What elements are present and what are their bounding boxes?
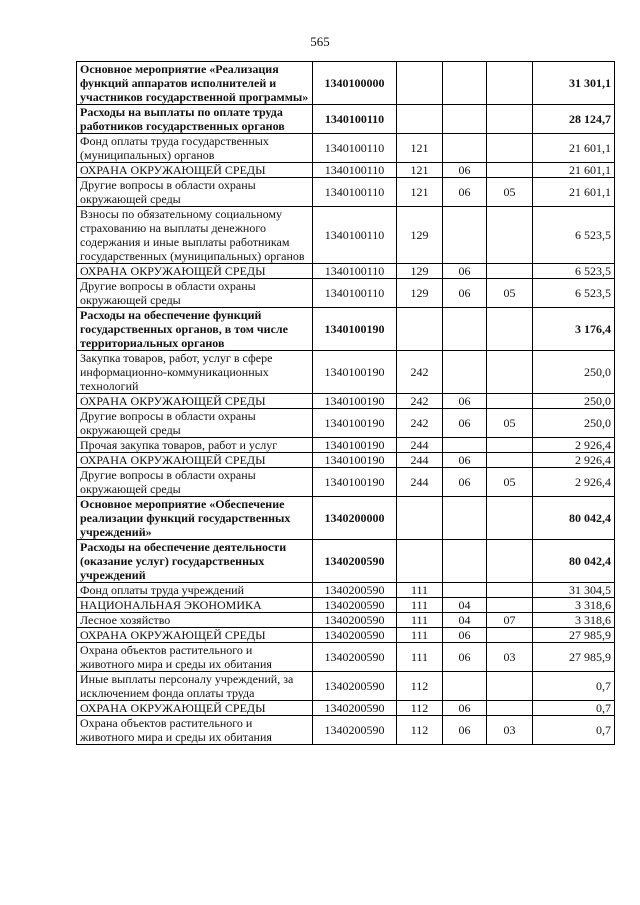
table-row: [77, 540, 615, 583]
section-cell: 06: [443, 264, 487, 279]
expense-type-cell: 111: [397, 583, 443, 598]
target-code-cell: 1340100190: [313, 468, 397, 497]
subsection-cell: [487, 540, 533, 583]
expense-type-cell: 111: [397, 598, 443, 613]
amount-cell: 31 301,1: [533, 62, 615, 105]
expense-type-cell: 112: [397, 672, 443, 701]
subsection-cell: [487, 583, 533, 598]
subsection-cell: [487, 497, 533, 540]
expense-type-cell: 242: [397, 409, 443, 438]
item-name-cell: Основное мероприятие «Обеспечение реализации функций государственных учреждений»: [77, 497, 313, 540]
expense-type-cell: [397, 62, 443, 105]
target-code-cell: 1340100190: [313, 351, 397, 394]
item-name-cell: Фонд оплаты труда учреждений: [77, 583, 313, 598]
subsection-cell: 05: [487, 279, 533, 308]
table-row: [77, 394, 615, 409]
expense-type-cell: [397, 308, 443, 351]
target-code-cell: 1340200590: [313, 672, 397, 701]
amount-cell: 250,0: [533, 409, 615, 438]
amount-cell: 21 601,1: [533, 134, 615, 163]
target-code-cell: 1340100110: [313, 264, 397, 279]
subsection-cell: 07: [487, 613, 533, 628]
subsection-cell: 05: [487, 409, 533, 438]
expense-type-cell: 244: [397, 453, 443, 468]
subsection-cell: [487, 701, 533, 716]
section-cell: [443, 540, 487, 583]
table-row: [77, 701, 615, 716]
amount-cell: 21 601,1: [533, 163, 615, 178]
expense-type-cell: [397, 497, 443, 540]
expense-type-cell: 244: [397, 468, 443, 497]
target-code-cell: 1340100190: [313, 438, 397, 453]
section-cell: [443, 207, 487, 264]
item-name-cell: Другие вопросы в области охраны окружающей среды: [77, 409, 313, 438]
table-row: [77, 438, 615, 453]
amount-cell: 0,7: [533, 701, 615, 716]
expense-type-cell: 129: [397, 207, 443, 264]
subsection-cell: 03: [487, 716, 533, 745]
table-row: [77, 453, 615, 468]
target-code-cell: 1340200590: [313, 628, 397, 643]
subsection-cell: [487, 598, 533, 613]
table-row: [77, 672, 615, 701]
amount-cell: 0,7: [533, 672, 615, 701]
subsection-cell: [487, 438, 533, 453]
amount-cell: 80 042,4: [533, 497, 615, 540]
target-code-cell: 1340200590: [313, 598, 397, 613]
expense-type-cell: 129: [397, 279, 443, 308]
amount-cell: 250,0: [533, 394, 615, 409]
section-cell: 06: [443, 453, 487, 468]
item-name-cell: ОХРАНА ОКРУЖАЮЩЕЙ СРЕДЫ: [77, 163, 313, 178]
subsection-cell: 05: [487, 468, 533, 497]
item-name-cell: Фонд оплаты труда государственных (муниципальных) органов: [77, 134, 313, 163]
expense-type-cell: [397, 540, 443, 583]
subsection-cell: [487, 351, 533, 394]
section-cell: 06: [443, 628, 487, 643]
amount-cell: 2 926,4: [533, 468, 615, 497]
amount-cell: 27 985,9: [533, 643, 615, 672]
section-cell: 06: [443, 279, 487, 308]
item-name-cell: ОХРАНА ОКРУЖАЮЩЕЙ СРЕДЫ: [77, 264, 313, 279]
target-code-cell: 1340100110: [313, 178, 397, 207]
amount-cell: 3 318,6: [533, 598, 615, 613]
subsection-cell: [487, 672, 533, 701]
table-row: [77, 134, 615, 163]
expense-type-cell: 111: [397, 628, 443, 643]
amount-cell: 6 523,5: [533, 207, 615, 264]
section-cell: 06: [443, 643, 487, 672]
subsection-cell: [487, 264, 533, 279]
subsection-cell: [487, 628, 533, 643]
item-name-cell: ОХРАНА ОКРУЖАЮЩЕЙ СРЕДЫ: [77, 394, 313, 409]
subsection-cell: [487, 394, 533, 409]
amount-cell: 31 304,5: [533, 583, 615, 598]
item-name-cell: Другие вопросы в области охраны окружающей среды: [77, 468, 313, 497]
item-name-cell: ОХРАНА ОКРУЖАЮЩЕЙ СРЕДЫ: [77, 453, 313, 468]
amount-cell: 6 523,5: [533, 279, 615, 308]
section-cell: [443, 583, 487, 598]
target-code-cell: 1340200590: [313, 716, 397, 745]
item-name-cell: Другие вопросы в области охраны окружающей среды: [77, 178, 313, 207]
item-name-cell: Лесное хозяйство: [77, 613, 313, 628]
amount-cell: 28 124,7: [533, 105, 615, 134]
section-cell: 04: [443, 598, 487, 613]
section-cell: [443, 672, 487, 701]
section-cell: [443, 438, 487, 453]
budget-table: [76, 61, 615, 745]
target-code-cell: 1340100190: [313, 453, 397, 468]
section-cell: [443, 105, 487, 134]
item-name-cell: ОХРАНА ОКРУЖАЮЩЕЙ СРЕДЫ: [77, 701, 313, 716]
item-name-cell: НАЦИОНАЛЬНАЯ ЭКОНОМИКА: [77, 598, 313, 613]
table-row: [77, 279, 615, 308]
section-cell: 06: [443, 394, 487, 409]
section-cell: [443, 308, 487, 351]
target-code-cell: 1340100110: [313, 105, 397, 134]
subsection-cell: 05: [487, 178, 533, 207]
target-code-cell: 1340200590: [313, 643, 397, 672]
page-number: 565: [310, 34, 330, 49]
section-cell: 06: [443, 178, 487, 207]
item-name-cell: Расходы на обеспечение функций государственных органов, в том числе территориальных органов: [77, 308, 313, 351]
expense-type-cell: 242: [397, 351, 443, 394]
target-code-cell: 1340100190: [313, 409, 397, 438]
table-row: [77, 308, 615, 351]
table-row: [77, 207, 615, 264]
target-code-cell: 1340100190: [313, 394, 397, 409]
item-name-cell: Охрана объектов растительного и животного мира и среды их обитания: [77, 643, 313, 672]
amount-cell: 80 042,4: [533, 540, 615, 583]
table-row: [77, 264, 615, 279]
amount-cell: 2 926,4: [533, 438, 615, 453]
expense-type-cell: [397, 105, 443, 134]
amount-cell: 250,0: [533, 351, 615, 394]
subsection-cell: [487, 207, 533, 264]
amount-cell: 0,7: [533, 716, 615, 745]
expense-type-cell: 121: [397, 134, 443, 163]
item-name-cell: Основное мероприятие «Реализация функций аппаратов исполнителей и участников государственной программы»: [77, 62, 313, 105]
expense-type-cell: 121: [397, 163, 443, 178]
expense-type-cell: 112: [397, 716, 443, 745]
item-name-cell: ОХРАНА ОКРУЖАЮЩЕЙ СРЕДЫ: [77, 628, 313, 643]
item-name-cell: Другие вопросы в области охраны окружающей среды: [77, 279, 313, 308]
subsection-cell: [487, 134, 533, 163]
item-name-cell: Иные выплаты персоналу учреждений, за исключением фонда оплаты труда: [77, 672, 313, 701]
target-code-cell: 1340200590: [313, 701, 397, 716]
amount-cell: 21 601,1: [533, 178, 615, 207]
section-cell: 06: [443, 163, 487, 178]
target-code-cell: 1340100000: [313, 62, 397, 105]
target-code-cell: 1340200590: [313, 540, 397, 583]
subsection-cell: [487, 308, 533, 351]
subsection-cell: [487, 105, 533, 134]
amount-cell: 3 318,6: [533, 613, 615, 628]
item-name-cell: Закупка товаров, работ, услуг в сфере информационно-коммуникационных технологий: [77, 351, 313, 394]
target-code-cell: 1340100110: [313, 279, 397, 308]
section-cell: 06: [443, 701, 487, 716]
table-row: [77, 163, 615, 178]
table-row: [77, 497, 615, 540]
amount-cell: 3 176,4: [533, 308, 615, 351]
section-cell: 06: [443, 716, 487, 745]
target-code-cell: 1340100110: [313, 207, 397, 264]
subsection-cell: 03: [487, 643, 533, 672]
amount-cell: 27 985,9: [533, 628, 615, 643]
expense-type-cell: 112: [397, 701, 443, 716]
subsection-cell: [487, 62, 533, 105]
target-code-cell: 1340100190: [313, 308, 397, 351]
expense-type-cell: 121: [397, 178, 443, 207]
subsection-cell: [487, 163, 533, 178]
table-row: [77, 583, 615, 598]
item-name-cell: Прочая закупка товаров, работ и услуг: [77, 438, 313, 453]
expense-type-cell: 111: [397, 643, 443, 672]
table-row: [77, 716, 615, 745]
table-row: [77, 643, 615, 672]
table-row: [77, 468, 615, 497]
expense-type-cell: 111: [397, 613, 443, 628]
expense-type-cell: 242: [397, 394, 443, 409]
target-code-cell: 1340200000: [313, 497, 397, 540]
amount-cell: 6 523,5: [533, 264, 615, 279]
target-code-cell: 1340200590: [313, 583, 397, 598]
section-cell: 06: [443, 468, 487, 497]
table-row: [77, 409, 615, 438]
table-row: [77, 62, 615, 105]
section-cell: [443, 134, 487, 163]
table-row: [77, 628, 615, 643]
table-row: [77, 598, 615, 613]
target-code-cell: 1340100110: [313, 163, 397, 178]
table-row: [77, 178, 615, 207]
budget-table-body: [77, 62, 615, 745]
target-code-cell: 1340100110: [313, 134, 397, 163]
subsection-cell: [487, 453, 533, 468]
expense-type-cell: 244: [397, 438, 443, 453]
table-row: [77, 351, 615, 394]
item-name-cell: Расходы на обеспечение деятельности (оказание услуг) государственных учреждений: [77, 540, 313, 583]
item-name-cell: Расходы на выплаты по оплате труда работников государственных органов: [77, 105, 313, 134]
table-row: [77, 613, 615, 628]
item-name-cell: Охрана объектов растительного и животного мира и среды их обитания: [77, 716, 313, 745]
section-cell: [443, 351, 487, 394]
section-cell: [443, 497, 487, 540]
item-name-cell: Взносы по обязательному социальному страхованию на выплаты денежного содержания и иные выплаты работникам государственных (муниципальных) органов: [77, 207, 313, 264]
section-cell: 04: [443, 613, 487, 628]
amount-cell: 2 926,4: [533, 453, 615, 468]
section-cell: [443, 62, 487, 105]
target-code-cell: 1340200590: [313, 613, 397, 628]
expense-type-cell: 129: [397, 264, 443, 279]
section-cell: 06: [443, 409, 487, 438]
table-row: [77, 105, 615, 134]
